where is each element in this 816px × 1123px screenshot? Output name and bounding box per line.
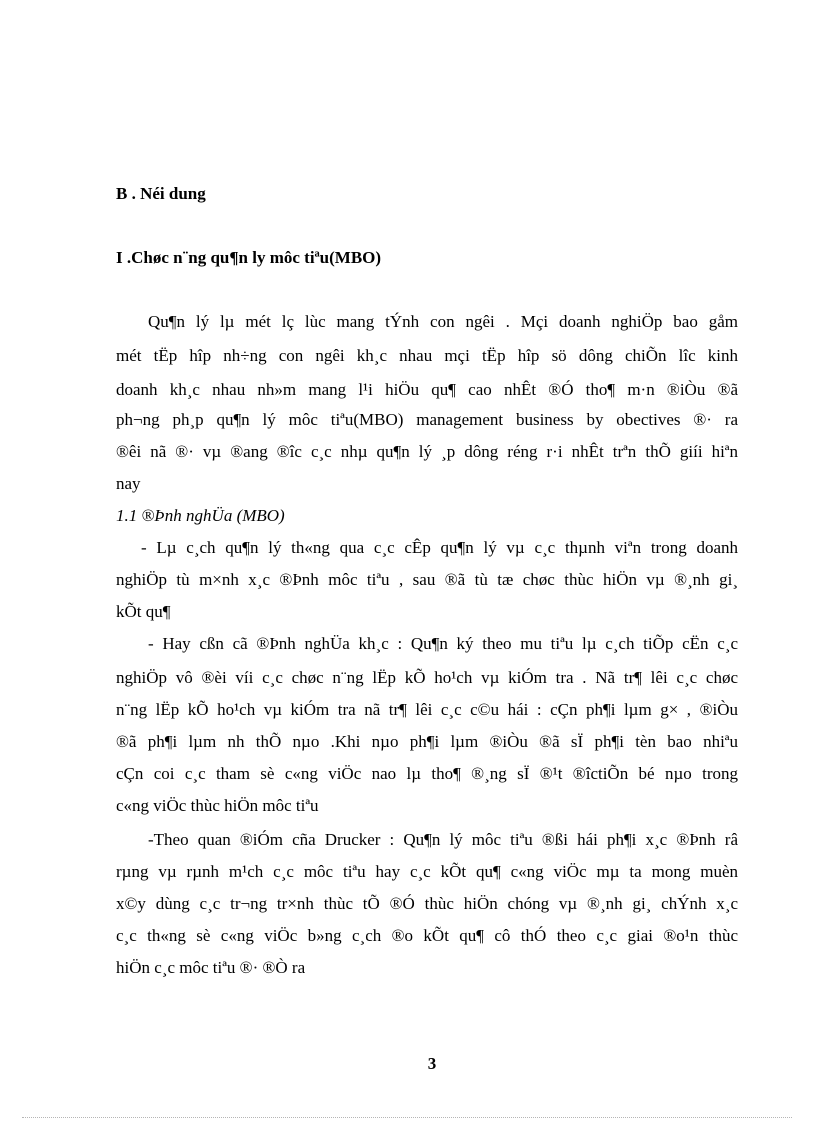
text-line: cÇn coi c¸c tham sè c«ng viÖc nao lµ tho¶ ®¸ng sÏ ®¹t ®îctiÕn bé nµo trong xyxy=(116,764,738,783)
text-line: nghiÖp vô ®èi víi c¸c chøc n¨ng lËp kÕ ho¹ch vµ kiÓm tra . Nã tr¶ lêi c¸c chøc xyxy=(116,668,738,687)
text-line: - Lµ c¸ch qu¶n lý th«ng qua c¸c cÊp qu¶n lý vµ c¸c thµnh viªn trong doanh xyxy=(141,538,738,557)
text-line: c¸c th«ng sè c«ng viÖc b»ng c¸ch ®o kÕt qu¶ cô thÓ theo c¸c giai ®o¹n thùc xyxy=(116,926,738,945)
subheading: I .Chøc n¨ng qu¶n ly môc tiªu(MBO) xyxy=(116,248,382,267)
text-line: nghiÖp tù m×nh x¸c ®Þnh môc tiªu , sau ®ã tù tæ chøc thùc hiÖn vµ ®¸nh gi¸ xyxy=(116,570,738,589)
section-heading: B . Néi dung xyxy=(116,184,206,203)
footer-divider xyxy=(22,1117,792,1118)
text-line: n¨ng lËp kÕ ho¹ch vµ kiÓm tra nã tr¶ lêi c¸c c©u hái : cÇn ph¶i lµm g× , ®iÒu xyxy=(116,700,738,719)
text-line: kÕt qu¶ xyxy=(116,602,171,621)
text-line: mét tËp hîp nh÷ng con ngêi kh¸c nhau mçi tËp hîp sö dông chiÕn lîc kinh xyxy=(116,346,738,365)
text-line: Qu¶n lý lµ mét lç lùc mang tÝnh con ngêi . Mçi doanh nghiÖp bao gåm xyxy=(148,312,738,331)
text-line: ®êi nã ®· vµ ®ang ®îc c¸c nhµ qu¶n lý ¸p dông réng r·i nhÊt trªn thÕ giíi hiªn xyxy=(116,442,738,461)
page-number: 3 xyxy=(427,1054,437,1073)
text-line: c«ng viÖc thùc hiÖn môc tiªu xyxy=(116,796,319,815)
text-line: x©y dùng c¸c tr¬ng tr×nh thùc tÕ ®Ó thùc hiÖn chóng vµ ®¸nh gi¸ chÝnh x¸c xyxy=(116,894,738,913)
subsection-heading: 1.1 ®Þnh nghÜa (MBO) xyxy=(116,506,285,525)
text-line: doanh kh¸c nhau nh»m mang l¹i hiÖu qu¶ cao nhÊt ®Ó tho¶ m·n ®iÒu ®ã xyxy=(116,380,738,399)
text-line: -Theo quan ®iÓm cña Drucker : Qu¶n lý môc tiªu ®ßi hái ph¶i x¸c ®Þnh râ xyxy=(148,830,738,849)
text-line: ph¬ng ph¸p qu¶n lý môc tiªu(MBO) management business by obectives ®· ra xyxy=(116,410,738,429)
text-line: hiÖn c¸c môc tiªu ®· ®Ò ra xyxy=(116,958,306,977)
text-line: - Hay cßn cã ®Þnh nghÜa kh¸c : Qu¶n ký theo mu tiªu lµ c¸ch tiÕp cËn c¸c xyxy=(148,634,738,653)
text-line: nay xyxy=(116,474,141,493)
text-line: ®ã ph¶i lµm nh thÕ nµo .Khi nµo ph¶i lµm ®iÒu ®ã sÏ ph¶i tèn bao nhiªu xyxy=(116,732,738,751)
text-line: rµng vµ rµnh m¹ch c¸c môc tiªu hay c¸c kÕt qu¶ c«ng viÖc mµ ta mong muèn xyxy=(116,862,738,881)
